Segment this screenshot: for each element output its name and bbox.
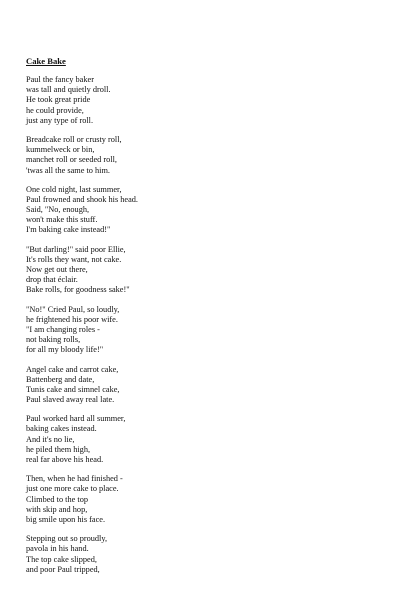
document-page bbox=[26, 56, 386, 584]
poem-line: manchet roll or seeded roll, bbox=[26, 155, 118, 165]
poem-line: Stepping out so proudly, bbox=[26, 534, 108, 544]
poem-body bbox=[26, 75, 386, 575]
poem-line: for all my bloody life!" bbox=[26, 345, 104, 355]
poem-line: pavola in his hand. bbox=[26, 544, 89, 554]
poem-line: Now get out there, bbox=[26, 265, 88, 274]
poem-line: He took great pride bbox=[26, 95, 91, 105]
poem-line: Climbed to the top bbox=[26, 494, 88, 504]
poem-line: Paul slaved away real late. bbox=[26, 395, 115, 405]
poem-line: was tall and quietly droll. bbox=[26, 85, 111, 95]
poem-line: real far above his head. bbox=[26, 455, 104, 464]
poem-line: just one more cake to place. bbox=[26, 484, 119, 494]
poem-stanza bbox=[26, 365, 386, 406]
poem-line: Battenberg and date, bbox=[26, 374, 95, 384]
poem-line: Breadcake roll or crusty roll, bbox=[26, 134, 122, 144]
poem-line: Said, "No, enough, bbox=[26, 205, 90, 215]
poem-line: just any type of roll. bbox=[26, 115, 94, 125]
poem-stanza bbox=[26, 135, 386, 176]
poem-line: And it's no lie, bbox=[26, 434, 75, 444]
poem-line: and poor Paul tripped, bbox=[26, 564, 100, 574]
poem-line: Bake rolls, for goodness sake!" bbox=[26, 285, 130, 295]
poem-stanza bbox=[26, 185, 386, 236]
poem-line: drop that éclair. bbox=[26, 275, 78, 285]
poem-line: won't make this stuff. bbox=[26, 215, 98, 225]
poem-stanza bbox=[26, 305, 386, 356]
poem-line: Angel cake and carrot cake, bbox=[26, 364, 119, 374]
poem-title: Cake Bake bbox=[26, 56, 66, 66]
poem-line: "No!" Cried Paul, so loudly, bbox=[26, 304, 120, 314]
poem-line: he frightened his poor wife. bbox=[26, 314, 118, 324]
poem-line: baking cakes instead. bbox=[26, 424, 97, 434]
poem-line: Tunis cake and simnel cake, bbox=[26, 384, 120, 394]
poem-line: 'twas all the same to him. bbox=[26, 165, 110, 175]
poem-line: big smile upon his face. bbox=[26, 514, 106, 524]
poem-stanza bbox=[26, 414, 386, 465]
poem-stanza bbox=[26, 474, 386, 525]
poem-line: he piled them high, bbox=[26, 444, 91, 454]
poem-line: "I am changing roles - bbox=[26, 324, 100, 334]
poem-stanza bbox=[26, 75, 386, 126]
poem-line: Paul frowned and shook his head. bbox=[26, 194, 138, 204]
poem-stanza bbox=[26, 534, 386, 575]
poem-line: kummelweck or bin, bbox=[26, 145, 95, 155]
poem-line: not baking rolls, bbox=[26, 335, 81, 345]
poem-line: Paul worked hard all summer, bbox=[26, 414, 126, 424]
poem-line: I'm baking cake instead!" bbox=[26, 225, 111, 235]
poem-line: he could provide, bbox=[26, 105, 84, 115]
poem-line: "But darling!" said poor Ellie, bbox=[26, 244, 126, 254]
poem-line: It's rolls they want, not cake. bbox=[26, 254, 122, 264]
poem-line: with skip and hop, bbox=[26, 504, 88, 514]
poem-line: The top cake slipped, bbox=[26, 554, 97, 564]
poem-line: Paul the fancy baker bbox=[26, 75, 94, 84]
poem-stanza bbox=[26, 245, 386, 296]
poem-line: One cold night, last summer, bbox=[26, 184, 122, 194]
poem-line: Then, when he had finished - bbox=[26, 474, 123, 484]
